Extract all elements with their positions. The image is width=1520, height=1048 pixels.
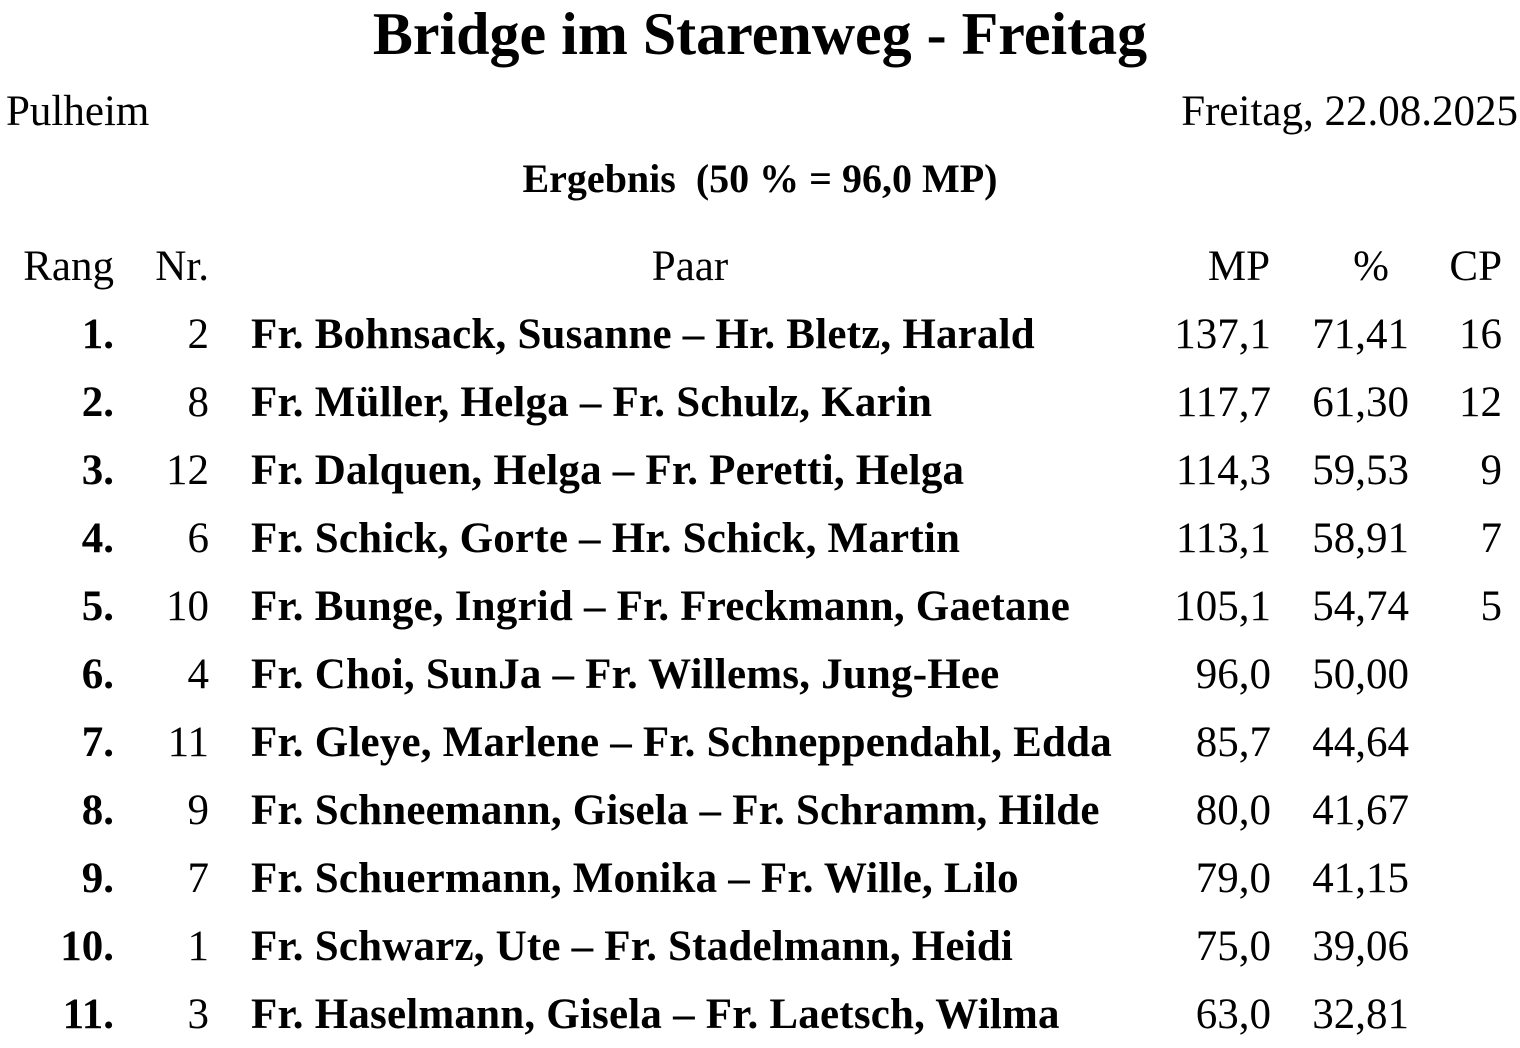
matchpoints-cell: 63,0 bbox=[1195, 991, 1271, 1038]
rank-cell: 10. bbox=[60, 923, 114, 970]
table-row bbox=[0, 446, 1520, 496]
pair-names-cell: Fr. Schuermann, Monika ‒ Fr. Wille, Lilo bbox=[251, 855, 1019, 902]
pair-number-cell: 11 bbox=[167, 719, 209, 766]
percent-cell: 58,91 bbox=[1312, 515, 1409, 562]
pair-names-cell: Fr. Müller, Helga ‒ Fr. Schulz, Karin bbox=[251, 379, 933, 426]
matchpoints-cell: 75,0 bbox=[1195, 923, 1271, 970]
matchpoints-cell: 137,1 bbox=[1174, 311, 1271, 358]
pair-number-cell: 1 bbox=[187, 923, 209, 970]
clubpoints-cell: 16 bbox=[1459, 311, 1502, 358]
page-title: Bridge im Starenweg - Freitag bbox=[372, 1, 1148, 67]
table-row bbox=[0, 514, 1520, 564]
pair-number-cell: 4 bbox=[187, 651, 209, 698]
pair-number-cell: 9 bbox=[187, 787, 209, 834]
column-header-mp: MP bbox=[1207, 243, 1270, 290]
table-row bbox=[0, 922, 1520, 972]
matchpoints-cell: 117,7 bbox=[1175, 379, 1271, 426]
rank-cell: 1. bbox=[81, 311, 114, 358]
percent-cell: 41,15 bbox=[1312, 855, 1409, 902]
matchpoints-cell: 79,0 bbox=[1195, 855, 1271, 902]
matchpoints-cell: 85,7 bbox=[1195, 719, 1271, 766]
table-row bbox=[0, 310, 1520, 360]
pair-number-cell: 12 bbox=[166, 447, 209, 494]
pair-names-cell: Fr. Schneemann, Gisela ‒ Fr. Schramm, Hilde bbox=[251, 787, 1100, 834]
rank-cell: 6. bbox=[81, 651, 114, 698]
clubpoints-cell: 5 bbox=[1480, 583, 1502, 630]
rank-cell: 5. bbox=[81, 583, 114, 630]
location-label: Pulheim bbox=[6, 88, 150, 135]
clubpoints-cell: 12 bbox=[1459, 379, 1502, 426]
pair-names-cell: Fr. Bunge, Ingrid ‒ Fr. Freckmann, Gaetane bbox=[251, 583, 1071, 630]
table-row bbox=[0, 786, 1520, 836]
table-row bbox=[0, 854, 1520, 904]
percent-cell: 39,06 bbox=[1312, 923, 1409, 970]
percent-cell: 59,53 bbox=[1312, 447, 1409, 494]
table-row bbox=[0, 650, 1520, 700]
table-row bbox=[0, 718, 1520, 768]
column-header-nr: Nr. bbox=[155, 243, 209, 290]
matchpoints-cell: 114,3 bbox=[1175, 447, 1271, 494]
rank-cell: 11. bbox=[62, 991, 114, 1038]
rank-cell: 4. bbox=[81, 515, 114, 562]
percent-cell: 61,30 bbox=[1312, 379, 1409, 426]
pair-names-cell: Fr. Gleye, Marlene ‒ Fr. Schneppendahl, Edda bbox=[251, 719, 1112, 766]
result-subtitle: Ergebnis (50 % = 96,0 MP) bbox=[522, 156, 998, 201]
column-header-rang: Rang bbox=[23, 243, 114, 290]
rank-cell: 7. bbox=[81, 719, 114, 766]
matchpoints-cell: 80,0 bbox=[1195, 787, 1271, 834]
rank-cell: 8. bbox=[81, 787, 114, 834]
clubpoints-cell: 7 bbox=[1480, 515, 1502, 562]
pair-number-cell: 2 bbox=[187, 311, 209, 358]
pair-number-cell: 7 bbox=[187, 855, 209, 902]
percent-cell: 71,41 bbox=[1312, 311, 1409, 358]
rank-cell: 2. bbox=[81, 379, 114, 426]
matchpoints-cell: 96,0 bbox=[1195, 651, 1271, 698]
pair-number-cell: 6 bbox=[187, 515, 209, 562]
pair-names-cell: Fr. Schwarz, Ute ‒ Fr. Stadelmann, Heidi bbox=[251, 923, 1014, 970]
pair-names-cell: Fr. Schick, Gorte ‒ Hr. Schick, Martin bbox=[251, 515, 961, 562]
table-header bbox=[0, 242, 1520, 292]
percent-cell: 44,64 bbox=[1312, 719, 1409, 766]
pair-names-cell: Fr. Haselmann, Gisela ‒ Fr. Laetsch, Wilma bbox=[251, 991, 1060, 1038]
matchpoints-cell: 113,1 bbox=[1175, 515, 1271, 562]
table-row bbox=[0, 378, 1520, 428]
percent-cell: 32,81 bbox=[1312, 991, 1409, 1038]
column-header-cp: CP bbox=[1449, 243, 1502, 290]
date-label: Freitag, 22.08.2025 bbox=[1181, 88, 1518, 135]
column-header-paar: Paar bbox=[651, 243, 729, 290]
table-row bbox=[0, 582, 1520, 632]
pair-number-cell: 3 bbox=[187, 991, 209, 1038]
percent-cell: 54,74 bbox=[1312, 583, 1409, 630]
matchpoints-cell: 105,1 bbox=[1174, 583, 1271, 630]
clubpoints-cell: 9 bbox=[1480, 447, 1502, 494]
percent-cell: 41,67 bbox=[1312, 787, 1409, 834]
pair-names-cell: Fr. Choi, SunJa ‒ Fr. Willems, Jung-Hee bbox=[251, 651, 1000, 698]
pair-names-cell: Fr. Dalquen, Helga ‒ Fr. Peretti, Helga bbox=[251, 447, 965, 494]
pair-names-cell: Fr. Bohnsack, Susanne ‒ Hr. Bletz, Harald bbox=[251, 311, 1035, 358]
column-header-percent: % bbox=[1353, 243, 1389, 290]
rank-cell: 9. bbox=[81, 855, 114, 902]
pair-number-cell: 10 bbox=[166, 583, 209, 630]
percent-cell: 50,00 bbox=[1312, 651, 1409, 698]
pair-number-cell: 8 bbox=[187, 379, 209, 426]
rank-cell: 3. bbox=[81, 447, 114, 494]
table-row bbox=[0, 990, 1520, 1040]
